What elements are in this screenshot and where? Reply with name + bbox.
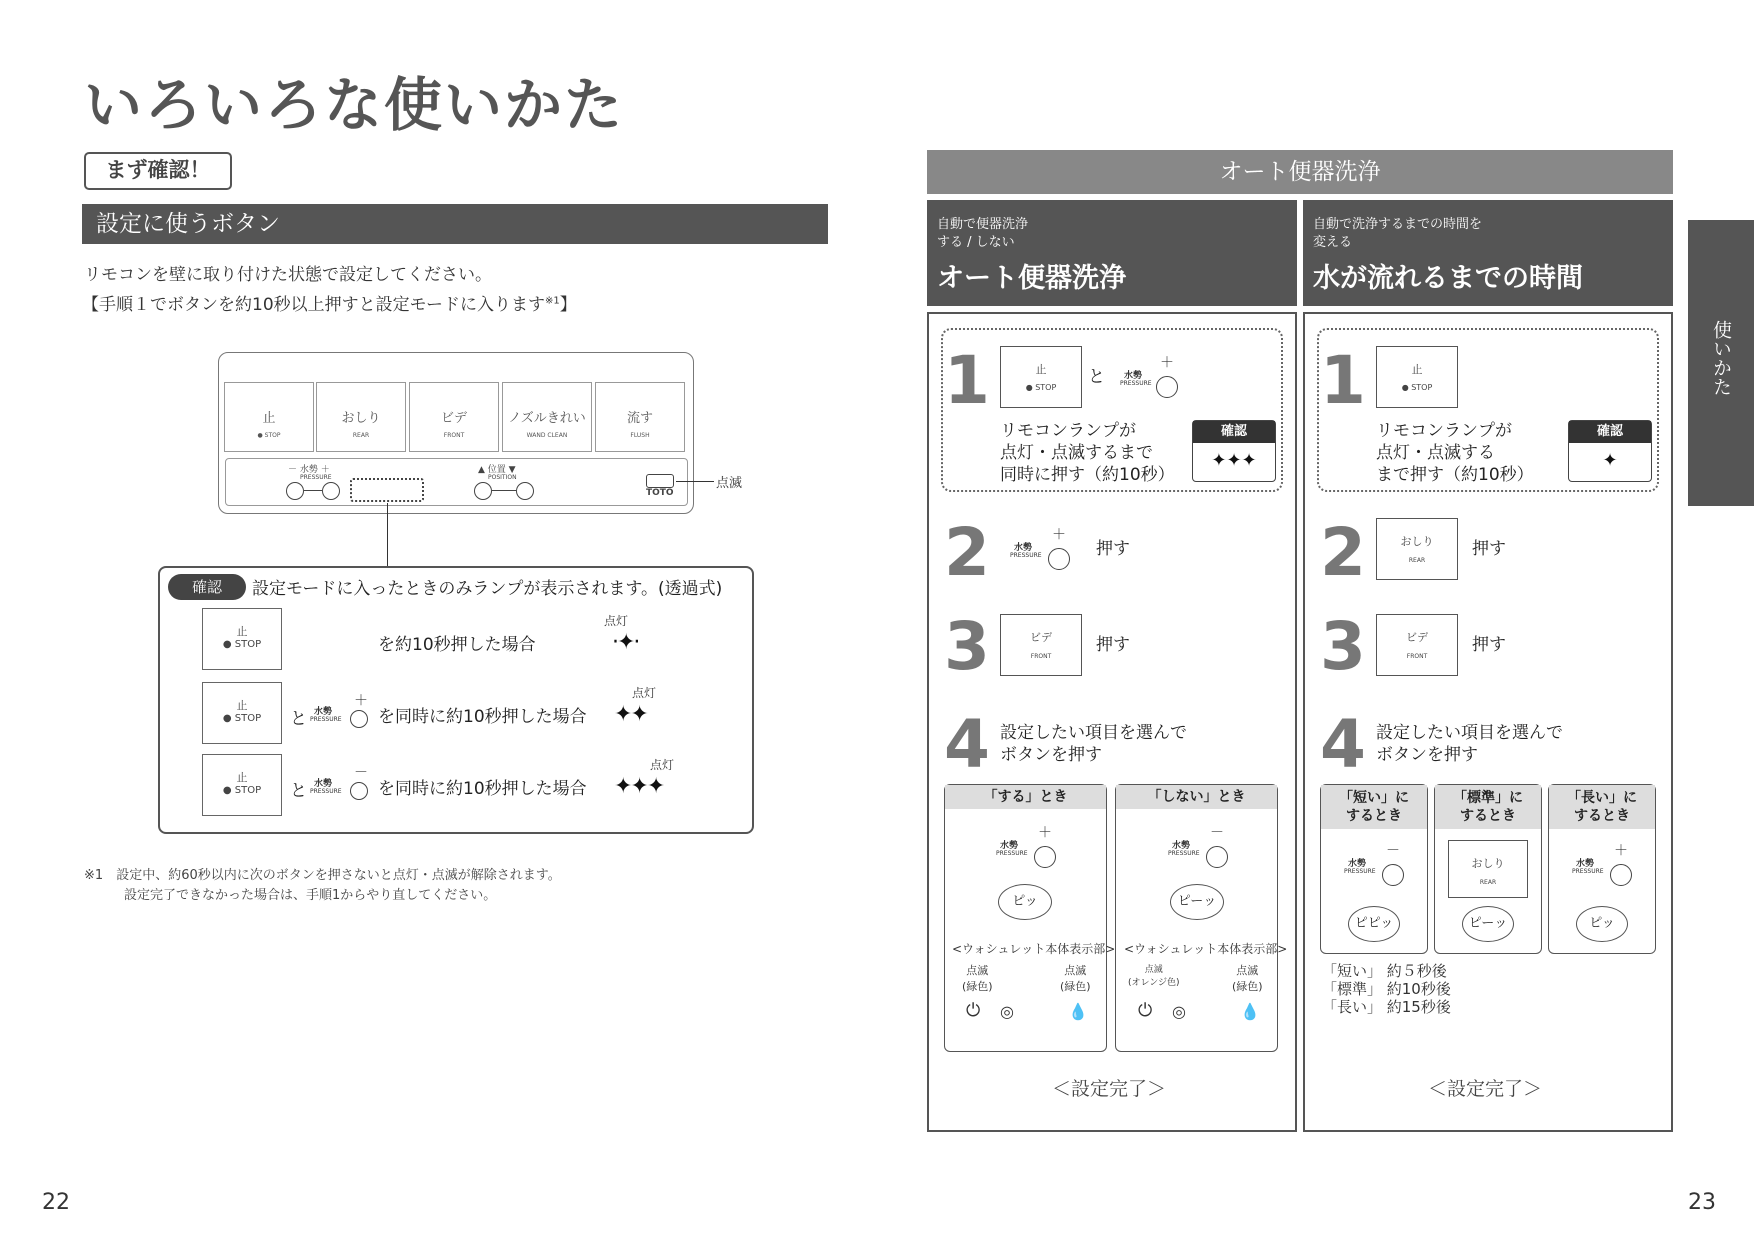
col1-panel-on-sound: ピッ (998, 884, 1052, 920)
stop-label: 止 (236, 771, 248, 784)
intro-line-1: リモコンを壁に取り付けた状態で設定してください。 (84, 265, 492, 285)
remote-wand-label: ノズルきれい (508, 411, 586, 426)
confirm-row2-light: 点灯 (632, 686, 657, 700)
rear-label: おしり (1400, 535, 1434, 548)
col2-panel-short-head: 「短い」に するとき (1321, 785, 1427, 829)
remote-position-sub: POSITION (488, 474, 517, 481)
intro-line-2-text: 【手順１でボタンを約10秒以上押すと設定モードに入ります (82, 295, 545, 315)
footnote-text-1: 設定中、約60秒以内に次のボタンを押さないと点灯・点滅が解除されます。 (116, 868, 561, 883)
stop-label: 止 (1411, 363, 1423, 376)
col1-panel-on-sign: ＋ (1038, 825, 1052, 841)
confirm-pill: 確認 (168, 574, 246, 600)
col2-panel-standard-head: 「標準」に するとき (1435, 785, 1541, 829)
col1-panel-on-display: <ウォシュレット本体表示部> (952, 942, 1116, 956)
col1-step1-text-2: 点灯・点滅するまで (1000, 443, 1153, 463)
col1-panel-off-left-lamp: 点滅 (オレンジ色) (1128, 965, 1180, 988)
col2-timing-short: 「短い」 約５秒後 (1322, 962, 1447, 980)
remote-flush-sub: FLUSH (630, 432, 650, 439)
col2-step2-text: 押す (1472, 539, 1506, 559)
page-title: いろいろな使いかた (84, 71, 625, 139)
col2-panel-short-sound: ピピッ (1348, 906, 1400, 942)
footnote-line-1 (84, 864, 561, 883)
remote-position-up-circle (474, 482, 492, 500)
col2-step2-rear-button (1376, 518, 1458, 580)
power-icon: ⏻ (966, 1000, 981, 1021)
remote-rear-label: おしり (341, 411, 381, 426)
col2-confirm-pattern: ✦ (1602, 450, 1618, 471)
col1-step2-plus: ＋ (1052, 527, 1066, 543)
stop-label: 止 (236, 699, 248, 712)
col2-step4-text-2: ボタンを押す (1376, 745, 1478, 765)
confirm-row1-stop-button (202, 608, 282, 670)
stop-sub: ● STOP (222, 785, 262, 796)
stop-sub: ● STOP (1401, 383, 1433, 392)
confirm-row1-text: を約10秒押した場合 (378, 635, 536, 655)
remote-position-line (492, 490, 516, 491)
col1-confirm-head: 確認 (1193, 421, 1275, 443)
remote-brand: TOTO (646, 488, 674, 498)
intro-line-2-close: 】 (559, 295, 577, 315)
remote-pressure-plus-circle (322, 482, 340, 500)
col2-panel-short-circle (1382, 864, 1404, 886)
col1-confirm-pattern: ✦✦✦ (1211, 450, 1257, 471)
col1-panel-on-left-lamp: 点滅 (緑色) (962, 964, 993, 993)
front-label: ビデ (1030, 631, 1052, 644)
col1-step1-and: と (1088, 367, 1105, 387)
col2-panel-long-sign: ＋ (1614, 843, 1628, 859)
remote-front-label: ビデ (440, 411, 467, 426)
confirm-row3-pressure: 水勢 (314, 779, 333, 789)
toilet-icon: ◎ (1000, 1002, 1014, 1021)
remote-wand-clean-button (502, 382, 592, 452)
col1-step2-pressure-circle (1048, 548, 1070, 570)
col1-small1: 自動で便器洗浄 (937, 217, 1029, 232)
col2-step3-front-button (1376, 614, 1458, 676)
remote-front-sub: FRONT (443, 432, 465, 439)
front-label: ビデ (1406, 631, 1428, 644)
blink-leader-line (676, 481, 714, 482)
col2-step4-number: 4 (1320, 706, 1366, 783)
col1-step1-text-1: リモコンランプが (1000, 421, 1136, 441)
col2-step1-text-1: リモコンランプが (1376, 421, 1512, 441)
col2-confirm-box (1568, 420, 1652, 482)
remote-position-label: ▲ 位置 ▼ (478, 465, 516, 475)
col1-step1-pressure-circle (1156, 376, 1178, 398)
remote-stop-sub: ● STOP (257, 432, 281, 439)
col1-step1-text-3: 同時に押す（約10秒） (1000, 465, 1175, 485)
col1-step1-number: 1 (944, 342, 990, 419)
side-tab: 使いかた (1688, 220, 1754, 506)
remote-lamp-area (350, 478, 424, 502)
col1-panel-off-head: 「しない」とき (1116, 785, 1277, 809)
col2-panel-standard-sound: ピーッ (1462, 906, 1514, 942)
remote-rear-sub: REAR (352, 432, 370, 439)
stop-sub: ● STOP (1025, 383, 1057, 392)
footnote-mark: ※1 (84, 868, 104, 883)
confirm-row2-stop-button (202, 682, 282, 744)
col2-panel-long-head: 「長い」に するとき (1549, 785, 1655, 829)
col1-panel-off-right-lamp: 点滅 (緑色) (1232, 964, 1263, 993)
remote-indicator-lamp (646, 474, 674, 488)
col2-confirm-head: 確認 (1569, 421, 1651, 443)
remote-rear-button (316, 382, 406, 452)
remote-pressure-label: － 水勢 ＋ (288, 465, 330, 475)
col1-confirm-box (1192, 420, 1276, 482)
stop-sub: ● STOP (222, 713, 262, 724)
col2-small1: 自動で洗浄するまでの時間を (1313, 217, 1483, 232)
blink-label: 点滅 (716, 476, 743, 491)
col2-step1-text (1376, 420, 1534, 486)
check-first-badge: まず確認！ (84, 152, 232, 190)
col2-timing-standard: 「標準」 約10秒後 (1322, 980, 1451, 998)
col2-panel-long-pressure: 水勢 (1576, 859, 1595, 869)
col1-step3-text: 押す (1096, 635, 1130, 655)
col1-step4-text-1: 設定したい項目を選んで (1000, 723, 1187, 743)
stop-label: 止 (236, 625, 248, 638)
col1-step2-pressure: 水勢 (1014, 543, 1033, 553)
footnote-line-2: 設定完了できなかった場合は、手順1からやり直してください。 (124, 888, 497, 903)
confirm-row3-minus: － (354, 765, 368, 781)
col1-step3-front-button (1000, 614, 1082, 676)
confirm-row2-pattern: ✦✦ (614, 702, 647, 727)
stop-label: 止 (1035, 363, 1047, 376)
col1-panel-off-pressure: 水勢 (1172, 841, 1191, 851)
col2-step4-text (1376, 722, 1563, 766)
col1-step3-number: 3 (944, 608, 990, 685)
front-sub: FRONT (1406, 653, 1428, 660)
col2-done: ＜設定完了＞ (1428, 1078, 1543, 1100)
confirm-row3-pressure-circle (350, 782, 368, 800)
col1-step4-number: 4 (944, 706, 990, 783)
front-sub: FRONT (1030, 653, 1052, 660)
col1-step2-text: 押す (1096, 539, 1130, 559)
col2-step4-text-1: 設定したい項目を選んで (1376, 723, 1563, 743)
col1-panel-off-pressure-sub: PRESSURE (1168, 850, 1200, 857)
col1-panel-on-pressure-sub: PRESSURE (996, 850, 1028, 857)
col1-step1-plus: ＋ (1160, 355, 1174, 371)
confirm-row3-light: 点灯 (650, 758, 675, 772)
remote-front-button (409, 382, 499, 452)
col2-panel-long-sound: ピッ (1576, 906, 1628, 942)
col1-panel-on-circle (1034, 846, 1056, 868)
col2-panel-short-pressure-sub: PRESSURE (1344, 868, 1376, 875)
intro-line-2 (82, 290, 577, 315)
col2-panel-standard-rear-button (1448, 840, 1528, 898)
rear-sub: REAR (1408, 557, 1426, 564)
confirm-row3-pattern: ✦✦✦ (614, 774, 664, 799)
col1-step2-number: 2 (944, 514, 990, 591)
col2-header (1303, 200, 1673, 306)
remote-stop-label: 止 (262, 411, 276, 426)
auto-flush-header: オート便器洗浄 (927, 150, 1673, 194)
col1-step1-pressure: 水勢 (1124, 371, 1143, 381)
col2-panel-long-circle (1610, 864, 1632, 886)
remote-wand-sub: WAND CLEAN (526, 432, 568, 439)
rear-label: おしり (1471, 857, 1505, 870)
col1-panel-on-right-lamp: 点滅 (緑色) (1060, 964, 1091, 993)
col1-panel-off-circle (1206, 846, 1228, 868)
col1-small2: する / しない (937, 235, 1015, 250)
remote-position-down-circle (516, 482, 534, 500)
toilet-icon: ◎ (1172, 1002, 1186, 1021)
col2-step2-number: 2 (1320, 514, 1366, 591)
col1-step1-stop-button (1000, 346, 1082, 408)
confirm-row2-and: と (290, 709, 307, 729)
power-icon: ⏻ (1138, 1000, 1153, 1021)
confirm-row2-plus: ＋ (354, 693, 368, 709)
confirm-row3-stop-button (202, 754, 282, 816)
col1-panel-off-sound: ピーッ (1170, 884, 1224, 920)
col2-title: 水が流れるまでの時間 (1313, 263, 1583, 294)
stop-sub: ● STOP (222, 639, 262, 650)
water-temp-icon: 💧 (1240, 1002, 1260, 1021)
col2-small2: 変える (1313, 235, 1353, 250)
col2-panel-short-pressure: 水勢 (1348, 859, 1367, 869)
col2-panel-short-sign: － (1386, 843, 1400, 859)
col2-step1-stop-button (1376, 346, 1458, 408)
confirm-row3-text: を同時に約10秒押した場合 (378, 779, 587, 799)
confirm-row1-light: 点灯 (604, 614, 629, 628)
remote-flush-button (595, 382, 685, 452)
col1-done: ＜設定完了＞ (1052, 1078, 1167, 1100)
col2-step1-text-3: まで押す（約10秒） (1376, 465, 1534, 485)
col2-timing-long: 「長い」 約15秒後 (1322, 998, 1451, 1016)
remote-stop-button (224, 382, 314, 452)
remote-pressure-minus-circle (286, 482, 304, 500)
callout-line (387, 503, 388, 567)
remote-pressure-line (304, 490, 322, 491)
confirm-row3-and: と (290, 781, 307, 801)
confirm-row2-pressure-circle (350, 710, 368, 728)
confirm-row2-pressure-sub: PRESSURE (310, 716, 342, 723)
remote-pressure-sub: PRESSURE (300, 474, 332, 481)
col1-header (927, 200, 1297, 306)
rear-sub: REAR (1479, 879, 1497, 886)
col1-step4-text-2: ボタンを押す (1000, 745, 1102, 765)
confirm-row2-text: を同時に約10秒押した場合 (378, 707, 587, 727)
col2-step1-text-2: 点灯・点滅する (1376, 443, 1495, 463)
page-number-right: 23 (1688, 1190, 1716, 1215)
col2-step3-number: 3 (1320, 608, 1366, 685)
col1-step1-pressure-sub: PRESSURE (1120, 380, 1152, 387)
confirm-row3-pressure-sub: PRESSURE (310, 788, 342, 795)
confirm-row1-pattern: ·✦· (612, 630, 639, 655)
water-temp-icon: 💧 (1068, 1002, 1088, 1021)
col1-step1-text (1000, 420, 1175, 486)
col2-step3-text: 押す (1472, 635, 1506, 655)
section-title: 設定に使うボタン (82, 204, 828, 244)
intro-footnote-ref: ※1 (544, 295, 560, 307)
col2-step1-number: 1 (1320, 342, 1366, 419)
page-number-left: 22 (42, 1190, 70, 1215)
remote-flush-label: 流す (626, 411, 653, 426)
confirm-title: 設定モードに入ったときのみランプが表示されます。(透過式) (252, 579, 723, 599)
confirm-row2-pressure: 水勢 (314, 707, 333, 717)
col1-panel-on-pressure: 水勢 (1000, 841, 1019, 851)
col1-panel-on-head: 「する」とき (945, 785, 1106, 809)
col1-title: オート便器洗浄 (937, 263, 1126, 294)
col1-panel-off-sign: － (1210, 825, 1224, 841)
col1-step2-pressure-sub: PRESSURE (1010, 552, 1042, 559)
col1-step4-text (1000, 722, 1187, 766)
col1-panel-off-display: <ウォシュレット本体表示部> (1124, 942, 1288, 956)
col2-panel-long-pressure-sub: PRESSURE (1572, 868, 1604, 875)
